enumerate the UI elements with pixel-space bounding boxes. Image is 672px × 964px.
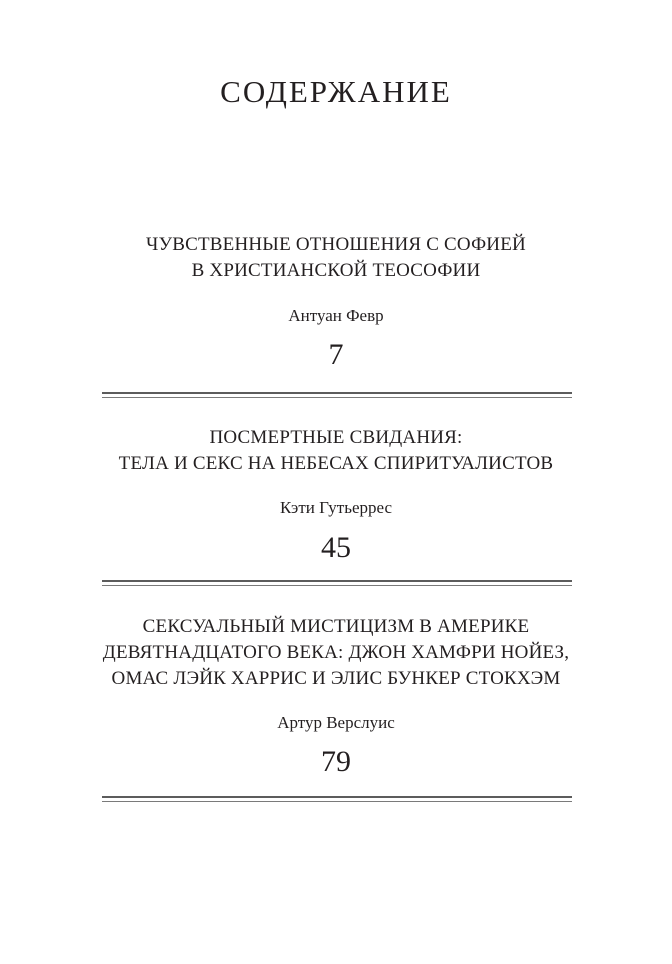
entry-title bbox=[0, 425, 672, 477]
page-title: СОДЕРЖАНИЕ bbox=[220, 74, 452, 109]
entry-title-line: В ХРИСТИАНСКОЙ ТЕОСОФИИ bbox=[191, 260, 481, 281]
entry-title-line: ОМАС ЛЭЙК ХАРРИС И ЭЛИС БУНКЕР СТОКХЭМ bbox=[111, 668, 561, 689]
entry-page-number[interactable]: 79 bbox=[321, 745, 351, 778]
toc-entry[interactable] bbox=[0, 232, 672, 284]
divider bbox=[102, 580, 572, 586]
entry-page-number[interactable]: 45 bbox=[321, 531, 351, 564]
divider bbox=[102, 796, 572, 802]
entry-title-line: ТЕЛА И СЕКС НА НЕБЕСАХ СПИРИТУАЛИСТОВ bbox=[118, 453, 554, 474]
entry-title-line: ЧУВСТВЕННЫЕ ОТНОШЕНИЯ С СОФИЕЙ bbox=[146, 234, 526, 255]
entry-author: Кэти Гутьеррес bbox=[279, 498, 393, 517]
entry-author: Артур Верслуис bbox=[277, 713, 395, 732]
entry-title-line: СЕКСУАЛЬНЫЙ МИСТИЦИЗМ В АМЕРИКЕ bbox=[142, 616, 530, 637]
toc-entry[interactable] bbox=[0, 614, 672, 692]
divider bbox=[102, 392, 572, 398]
entry-title bbox=[0, 614, 672, 692]
entry-author: Антуан Февр bbox=[288, 306, 384, 325]
entry-title bbox=[0, 232, 672, 284]
toc-entry[interactable] bbox=[0, 425, 672, 477]
entry-page-number[interactable]: 7 bbox=[328, 338, 344, 371]
entry-title-line: ДЕВЯТНАДЦАТОГО ВЕКА: ДЖОН ХАМФРИ НОЙЕЗ, bbox=[102, 642, 570, 663]
entry-title-line: ПОСМЕРТНЫЕ СВИДАНИЯ: bbox=[209, 427, 463, 448]
